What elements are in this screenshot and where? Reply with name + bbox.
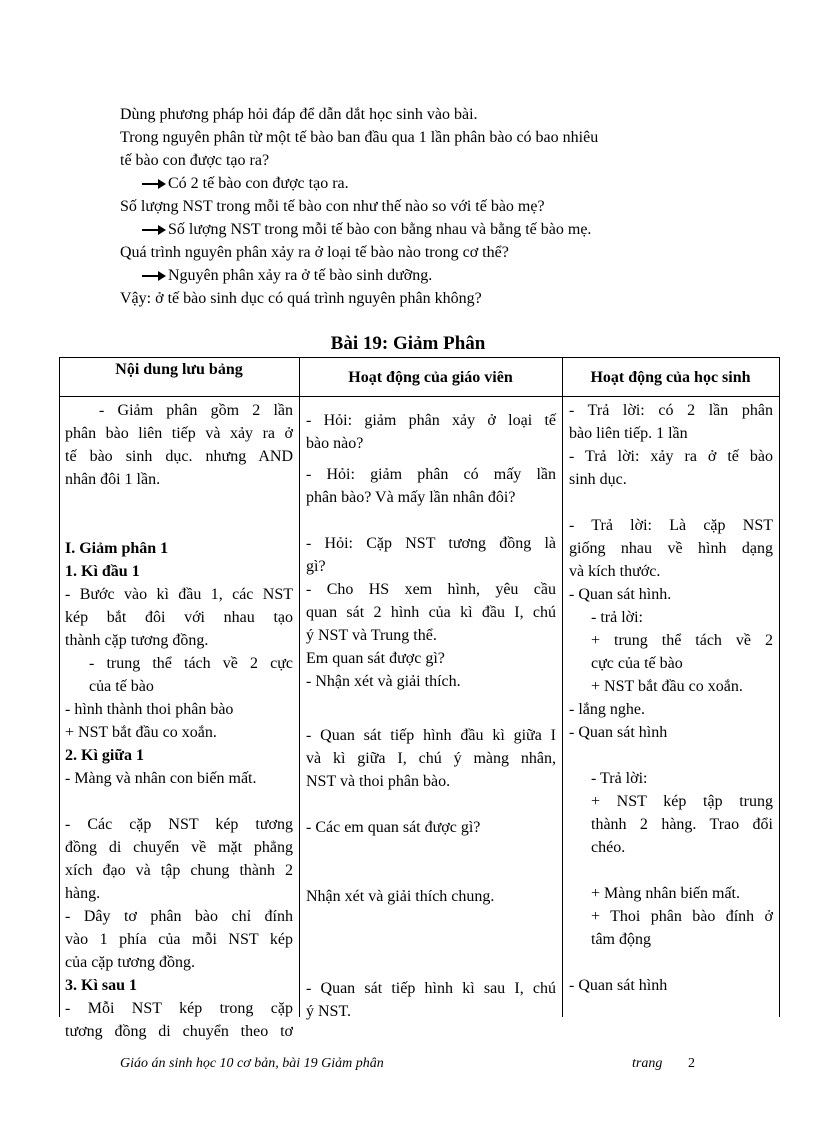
board-content-line: thành cặp tương đồng. xyxy=(65,632,209,649)
right-arrow-icon xyxy=(142,225,166,235)
board-content-line: của cặp tương đồng. xyxy=(65,954,195,971)
student-activity-line: - Quan sát hình xyxy=(569,977,668,994)
intro-answer-line xyxy=(120,264,740,287)
intro-line: Quá trình nguyên phân xảy ra ở loại tế bào nào trong cơ thể? xyxy=(120,244,509,261)
student-activity-line: chéo. xyxy=(591,839,626,856)
board-content-line: hàng. xyxy=(65,885,101,902)
board-content-line: 2. Kì giữa 1 xyxy=(65,747,144,764)
board-content-line: 1. Kì đầu 1 xyxy=(65,563,140,580)
student-activity-line: - lắng nghe. xyxy=(569,701,645,718)
teacher-activity-line xyxy=(306,954,556,977)
teacher-activity-line xyxy=(306,908,556,931)
teacher-activity-line: - Quan sát tiếp hình đầu kì giữa I xyxy=(306,727,556,744)
board-content-line: + NST bắt đầu co xoắn. xyxy=(65,724,217,741)
student-activity-line xyxy=(569,951,773,974)
student-activity-line: - Quan sát hình xyxy=(569,724,668,741)
board-content-line: - Bước vào kì đầu 1, các NST xyxy=(65,586,293,603)
intro-line: Dùng phương pháp hỏi đáp để dẫn dắt học sinh vào bài. xyxy=(120,106,478,123)
teacher-activity-line xyxy=(306,839,556,862)
student-activity-column xyxy=(569,399,773,997)
student-activity-line: + NST kép tập trung xyxy=(591,793,773,810)
intro-section xyxy=(120,103,740,310)
board-content-line: - Giảm phân gồm 2 lần xyxy=(99,402,293,419)
teacher-activity-line: - Cho HS xem hình, yêu cầu xyxy=(306,581,556,598)
intro-answer-line xyxy=(120,218,740,241)
teacher-activity-line xyxy=(306,862,556,885)
board-content-line: - hình thành thoi phân bào xyxy=(65,701,234,718)
teacher-activity-line xyxy=(306,793,556,816)
student-activity-line: - Quan sát hình. xyxy=(569,586,672,603)
right-arrow-icon xyxy=(142,179,166,189)
teacher-activity-line: quan sát 2 hình của kì đầu I, chú xyxy=(306,604,556,621)
table-border xyxy=(299,357,300,1017)
student-activity-line xyxy=(569,491,773,514)
board-content-line xyxy=(65,491,293,514)
teacher-activity-line: NST và thoi phân bào. xyxy=(306,773,451,790)
board-content-line: I. Giảm phân 1 xyxy=(65,540,169,557)
student-activity-line: + Thoi phân bào đính ở xyxy=(591,908,773,925)
student-activity-line: tâm động xyxy=(591,931,651,948)
teacher-activity-line: - Nhận xét và giải thích. xyxy=(306,673,461,690)
student-activity-line: + Màng nhân biến mất. xyxy=(591,885,740,902)
column-header: Hoạt động của học sinh xyxy=(590,369,751,386)
board-content-line: phân bào liên tiếp và xảy ra ở xyxy=(65,425,293,442)
right-arrow-icon xyxy=(142,271,166,281)
teacher-activity-line: ý NST. xyxy=(306,1003,352,1020)
board-content-line: đồng di chuyển về mặt phẳng xyxy=(65,839,293,856)
teacher-activity-line: - Quan sát tiếp hình kì sau I, chú xyxy=(306,980,556,997)
board-content-line: vào 1 phía của mỗi NST kép xyxy=(65,931,293,948)
footer-title: Giáo án sinh học 10 cơ bản, bài 19 Giảm phân xyxy=(120,1056,384,1071)
board-content-line: tế bào sinh dục. nhưng AND xyxy=(65,448,293,465)
intro-answer-text: Nguyên phân xảy ra ở tế bào sinh dưỡng. xyxy=(168,267,433,284)
board-content-line: xích đạo và tập chung thành 2 xyxy=(65,862,293,879)
teacher-activity-line: bào nào? xyxy=(306,435,364,452)
student-activity-line: cực của tế bào xyxy=(591,655,683,672)
intro-line: Trong nguyên phân từ một tế bào ban đầu qua 1 lần phân bào có bao nhiêu xyxy=(120,129,599,146)
student-activity-line: bào liên tiếp. 1 lần xyxy=(569,425,688,442)
board-content-line: - Các cặp NST kép tương xyxy=(65,816,293,833)
intro-answer-text: Số lượng NST trong mỗi tế bào con bằng nhau và bằng tế bào mẹ. xyxy=(168,221,592,238)
student-activity-line: + NST bắt đầu co xoắn. xyxy=(591,678,743,695)
teacher-activity-line: và kì giữa I, chú ý màng nhân, xyxy=(306,750,556,767)
column-header: Nội dung lưu bảng xyxy=(115,361,243,378)
board-content-line: - Màng và nhân con biến mất. xyxy=(65,770,257,787)
teacher-activity-line: Nhận xét và giải thích chung. xyxy=(306,888,495,905)
student-activity-line: - trả lời: xyxy=(591,609,643,626)
student-activity-line: và kích thước. xyxy=(569,563,661,580)
student-activity-line: sinh dục. xyxy=(569,471,627,488)
student-activity-line: - Trả lời: xyxy=(591,770,648,787)
board-content-line: 3. Kì sau 1 xyxy=(65,977,138,994)
teacher-activity-line: ý NST và Trung thể. xyxy=(306,627,437,644)
teacher-activity-line: - Hỏi: giảm phân có mấy lần xyxy=(306,466,556,483)
board-content-line: của tế bào xyxy=(89,678,154,695)
table-border xyxy=(779,357,780,1017)
table-border xyxy=(562,357,563,1017)
teacher-activity-line xyxy=(306,509,556,532)
footer-page-number: 2 xyxy=(688,1056,695,1071)
intro-line: Số lượng NST trong mỗi tế bào con như thế nào so với tế bào mẹ? xyxy=(120,198,545,215)
board-content-column xyxy=(65,399,293,1043)
footer-page-label: trang xyxy=(632,1056,663,1071)
student-activity-line: - Trả lời: Là cặp NST xyxy=(569,517,773,534)
board-content-line xyxy=(65,514,293,537)
student-activity-line xyxy=(569,744,773,767)
board-content-line: - Mỗi NST kép trong cặp xyxy=(65,1000,293,1017)
teacher-activity-line: gì? xyxy=(306,558,326,575)
teacher-activity-line: - Hỏi: giảm phân xảy ở loại tế xyxy=(306,412,556,429)
board-content-line: - Dây tơ phân bào chỉ đính xyxy=(65,908,293,925)
board-content-line xyxy=(65,790,293,813)
board-content-line: kép bắt đôi với nhau tạo xyxy=(65,609,293,626)
student-activity-line: giống nhau về hình dạng xyxy=(569,540,773,557)
intro-line: tế bào con được tạo ra? xyxy=(120,152,270,169)
teacher-activity-line xyxy=(306,931,556,954)
table-border xyxy=(59,357,60,1017)
intro-line: Vậy: ở tế bào sinh dục có quá trình nguyên phân không? xyxy=(120,290,482,307)
teacher-activity-line xyxy=(306,693,556,716)
board-content-line: tương đồng di chuyển theo tơ xyxy=(65,1023,293,1040)
student-activity-line: thành 2 hàng. Trao đổi xyxy=(591,816,773,833)
student-activity-line: - Trả lời: xảy ra ở tế bào xyxy=(569,448,773,465)
teacher-activity-line: - Hỏi: Cặp NST tương đồng là xyxy=(306,535,556,552)
lesson-table xyxy=(59,357,780,1040)
teacher-activity-line: - Các em quan sát được gì? xyxy=(306,819,481,836)
teacher-activity-column xyxy=(306,409,556,1023)
intro-answer-line xyxy=(120,172,740,195)
student-activity-line: + trung thể tách về 2 xyxy=(591,632,773,649)
teacher-activity-line: phân bào? Và mấy lần nhân đôi? xyxy=(306,489,516,506)
teacher-activity-line: Em quan sát được gì? xyxy=(306,650,445,667)
board-content-line: - trung thể tách về 2 cực xyxy=(89,655,293,672)
table-border xyxy=(59,396,780,397)
student-activity-line: - Trả lời: có 2 lần phân xyxy=(569,402,773,419)
student-activity-line xyxy=(569,859,773,882)
column-header: Hoạt động của giáo viên xyxy=(348,369,513,386)
board-content-line: nhân đôi 1 lần. xyxy=(65,471,161,488)
intro-answer-text: Có 2 tế bào con được tạo ra. xyxy=(168,175,349,192)
lesson-title: Bài 19: Giảm Phân xyxy=(330,333,486,354)
